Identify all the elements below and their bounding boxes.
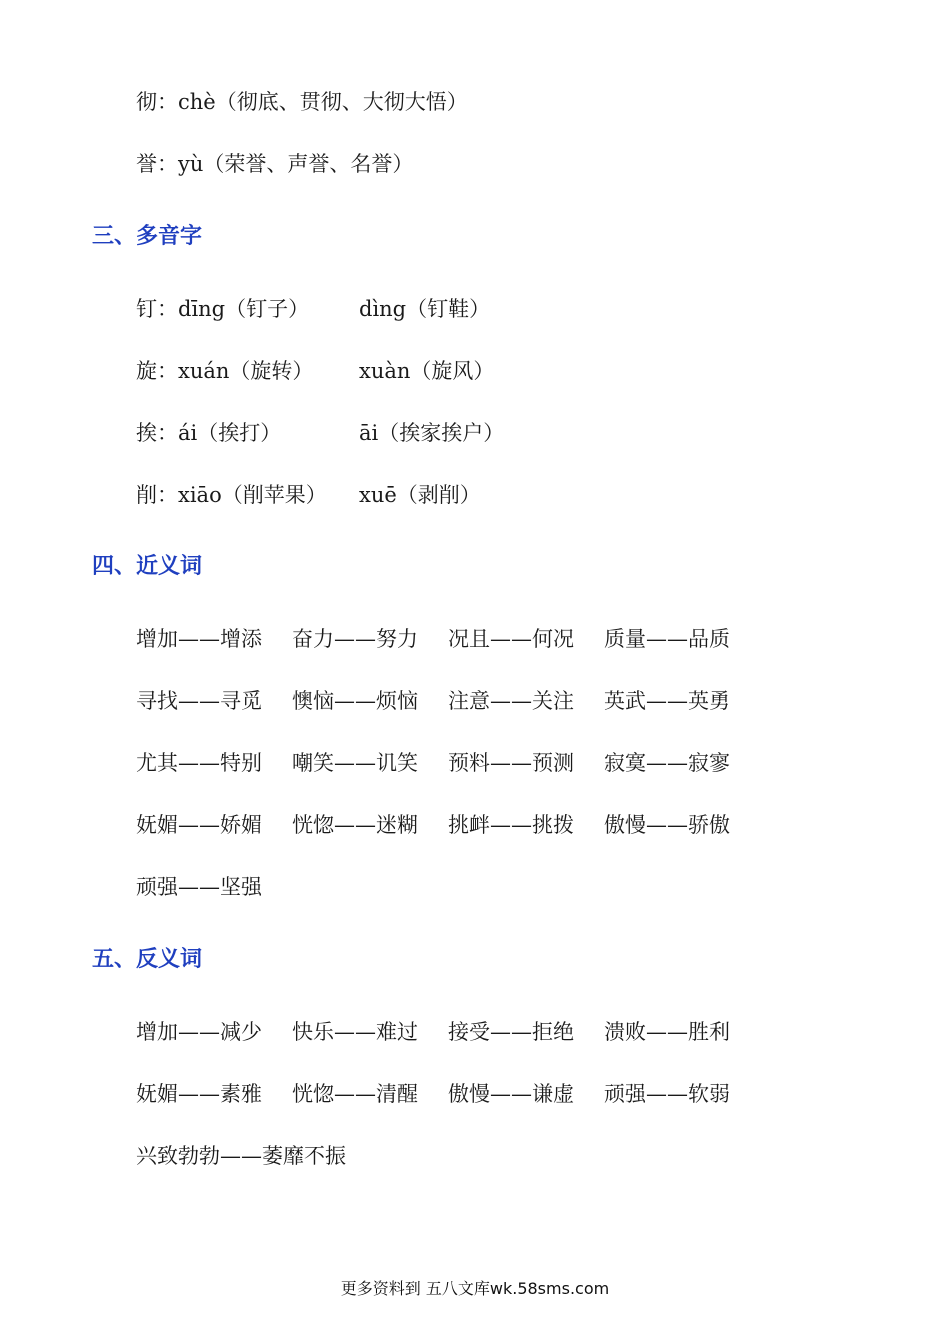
- antonym-pair: 顽强——软弱: [604, 1082, 730, 1106]
- polyphonic-entry-primary: 旋：xuán（旋转）: [136, 359, 314, 383]
- polyphonic-entry-secondary: āi（挨家挨户）: [359, 421, 505, 445]
- antonym-pair: 傲慢——谦虚: [448, 1082, 574, 1106]
- polyphonic-entry-secondary: xuē（剥削）: [359, 483, 481, 507]
- antonym-pair: 快乐——难过: [292, 1020, 418, 1044]
- section-heading-synonyms: 四、近义词: [92, 554, 203, 579]
- polyphonic-entry-secondary: xuàn（旋风）: [359, 359, 495, 383]
- synonym-pair: 注意——关注: [448, 689, 574, 713]
- synonym-pair: 增加——增添: [136, 627, 262, 651]
- synonym-pair: 英武——英勇: [604, 689, 730, 713]
- synonym-pair: 傲慢——骄傲: [604, 813, 730, 837]
- synonym-pair: 寂寞——寂寥: [604, 751, 730, 775]
- antonym-pair: 兴致勃勃——萎靡不振: [136, 1144, 346, 1168]
- polyphonic-entry-secondary: dìng（钉鞋）: [359, 297, 491, 321]
- antonym-pair: 恍惚——清醒: [292, 1082, 418, 1106]
- synonym-pair: 懊恼——烦恼: [292, 689, 418, 713]
- synonym-pair: 寻找——寻觅: [136, 689, 262, 713]
- antonym-pair: 增加——减少: [136, 1020, 262, 1044]
- synonym-pair: 顽强——坚强: [136, 875, 262, 899]
- synonym-pair: 嘲笑——讥笑: [292, 751, 418, 775]
- antonym-pair: 妩媚——素雅: [136, 1082, 262, 1106]
- synonym-pair: 质量——品质: [604, 627, 730, 651]
- polyphonic-entry-primary: 削：xiāo（削苹果）: [136, 483, 327, 507]
- polyphonic-entry-primary: 钉：dīng（钉子）: [136, 297, 310, 321]
- polyphonic-entry-primary: 挨：ái（挨打）: [136, 421, 282, 445]
- synonym-pair: 恍惚——迷糊: [292, 813, 418, 837]
- section-heading-antonyms: 五、反义词: [92, 947, 203, 972]
- synonym-pair: 妩媚——娇媚: [136, 813, 262, 837]
- word-entry-yu: 誉：yù（荣誉、声誉、名誉）: [136, 152, 414, 176]
- antonym-pair: 接受——拒绝: [448, 1020, 574, 1044]
- antonym-pair: 溃败——胜利: [604, 1020, 730, 1044]
- synonym-pair: 况且——何况: [448, 627, 574, 651]
- synonym-pair: 挑衅——挑拨: [448, 813, 574, 837]
- synonym-pair: 尤其——特别: [136, 751, 262, 775]
- synonym-pair: 预料——预测: [448, 751, 574, 775]
- word-entry-che: 彻：chè（彻底、贯彻、大彻大悟）: [136, 90, 468, 114]
- footer-link[interactable]: 更多资料到 五八文库wk.58sms.com: [340, 1279, 610, 1298]
- synonym-pair: 奋力——努力: [292, 627, 418, 651]
- section-heading-polyphonic: 三、多音字: [92, 224, 203, 249]
